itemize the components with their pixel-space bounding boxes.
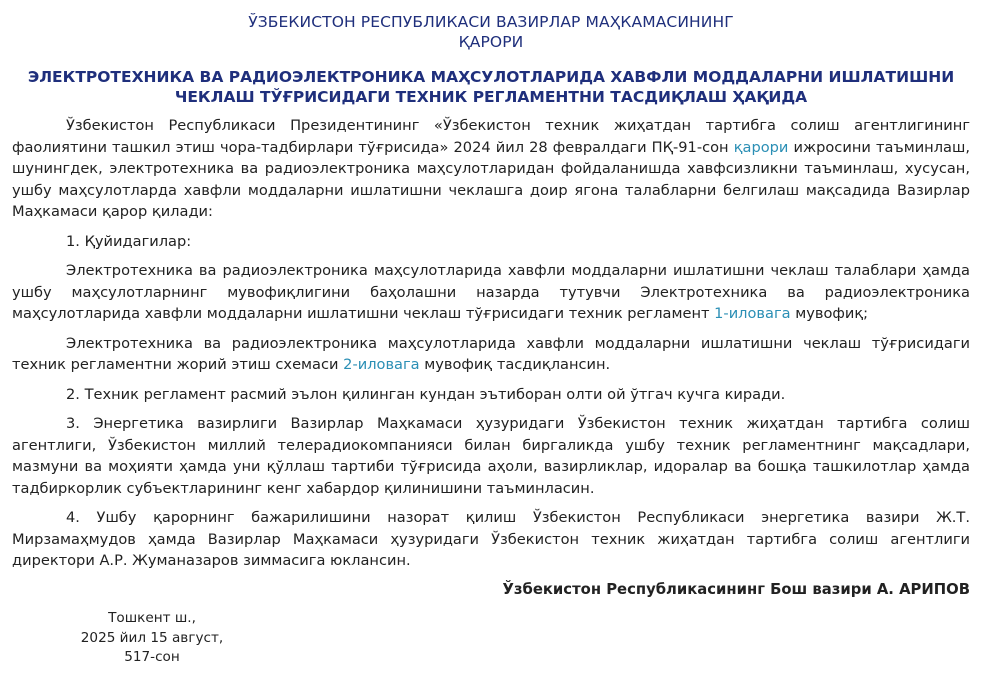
item-1a-text-before: Электротехника ва радиоэлектроника маҳсулотларида хавфли моддаларни ишлатишни чеклаш талаблари ҳамда ушбу маҳсулотларнинг мувофиқлигини баҳолашни назарда тутувчи Электротехника ва радиоэлектроника маҳсулотларида хавфли моддаларни ишлатишни чеклаш тўғрисидаги техник регламент	[12, 262, 970, 322]
preamble-paragraph	[12, 115, 970, 223]
decree-number: 517-сон	[124, 649, 180, 665]
document-title	[12, 67, 970, 107]
item-1a-text-after: мувофиқ;	[790, 305, 869, 322]
title-line-1: ЭЛЕКТРОТЕХНИКА ВА РАДИОЭЛЕКТРОНИКА МАҲСУЛОТЛАРИДА ХАВФЛИ МОДДАЛАРНИ ИШЛАТИШНИ	[27, 68, 955, 86]
signature: Ўзбекистон Республикасининг Бош вазири А. АРИПОВ	[502, 580, 970, 598]
annex-1-link[interactable]: 1-иловага	[714, 305, 791, 322]
place: Тошкент ш.,	[108, 610, 196, 626]
item-1-heading: 1. Қуйидагилар:	[66, 232, 192, 250]
issuer-line-2: ҚАРОРИ	[458, 33, 524, 51]
issuer-heading	[12, 12, 970, 52]
issuer-line-1: ЎЗБЕКИСТОН РЕСПУБЛИКАСИ ВАЗИРЛАР МАҲКАМАСИНИНГ	[248, 13, 734, 31]
annex-2-link[interactable]: 2-иловага	[343, 356, 420, 373]
item-2-paragraph: 2. Техник регламент расмий эълон қилинган кундан эътиборан олти ой ўтгач кучга киради.	[66, 385, 786, 403]
preamble-text-after: ижросини таъминлаш, шунингдек, электротехника ва радиоэлектроника маҳсулотларидан фойдаланишда хавфсизликни таъминлаш, хусусан, ушбу маҳсулотларда хавфли моддаларни ишлатишни чеклашга доир ягона талабларни белгилаш мақсадида Вазирлар Маҳкамаси қарор қилади:	[12, 138, 970, 220]
document	[12, 12, 970, 600]
item-3-paragraph: 3. Энергетика вазирлиги Вазирлар Маҳкамаси ҳузуридаги Ўзбекистон техник жиҳатдан тартибга солиш агентлиги, Ўзбекистон миллий телерадиокомпанияси билан биргаликда ушбу техник регламентнинг мақсадлари, мазмуни ва моҳияти ҳамда уни қўллаш тартиби тўғрисида аҳоли, вазирликлар, идоралар ва бошқа ташкилотлар ҳамда тадбиркорлик субъектларининг кенг хабардор қилинишини таъминласин.	[12, 415, 970, 497]
item-1b-text-before: Электротехника ва радиоэлектроника маҳсулотларида хавфли моддаларни ишлатишни чеклаш тўғрисидаги техник регламентни жорий этиш схемаси	[12, 334, 970, 373]
item-1b-text-after: мувофиқ тасдиқлансин.	[419, 356, 611, 373]
date: 2025 йил 15 август,	[80, 629, 224, 646]
title-line-2: ЧЕКЛАШ ТЎҒРИСИДАГИ ТЕХНИК РЕГЛАМЕНТНИ ТАСДИҚЛАШ ҲАҚИДА	[174, 88, 808, 106]
preamble-text-before: Ўзбекистон Республикаси Президентининг «Ўзбекистон техник жиҳатдан тартибга солиш агентлигининг фаолиятини ташкил этиш чора-тадбирлари тўғрисида» 2024 йил 28 февралдаги ПҚ-91-сон	[12, 117, 970, 156]
document-body	[12, 115, 970, 572]
item-1b-paragraph	[12, 333, 970, 376]
decree-link[interactable]: қарори	[733, 138, 789, 156]
place-date-block	[72, 609, 232, 668]
item-1a-paragraph	[12, 260, 970, 325]
item-4-paragraph: 4. Ушбу қарорнинг бажарилишини назорат қилиш Ўзбекистон Республикаси энергетика вазири Ж.Т. Мирзамаҳмудов ҳамда Вазирлар Маҳкамаси ҳузуридаги Ўзбекистон техник жиҳатдан тартибга солиш агентлиги директори А.Р. Жуманазаров зиммасига юклансин.	[12, 509, 970, 569]
